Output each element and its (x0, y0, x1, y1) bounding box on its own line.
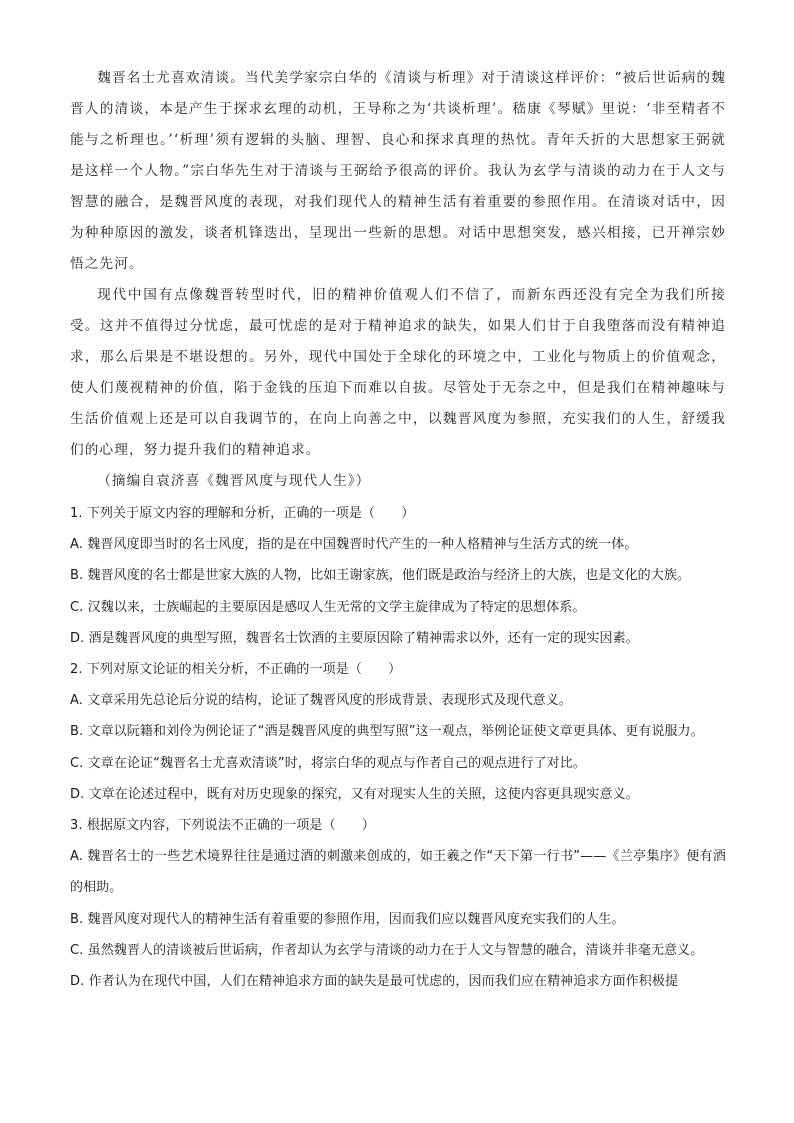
option-d: D. 酒是魏晋风度的典型写照，魏晋名士饮酒的主要原因除了精神需求以外，还有一定的现实因素。 (70, 630, 639, 646)
question-2 (70, 654, 726, 810)
question-list (70, 498, 726, 997)
reading-passage (70, 63, 726, 497)
option-a: A. 魏晋名士的一些艺术境界往往是通过酒的刺激来创成的，如王羲之作“天下第一行书”——《兰亭集序》便有酒的相助。 (70, 849, 726, 896)
option-d: D. 作者认为在现代中国，人们在精神追求方面的缺失是最可忧虑的，因而我们应在精神追求方面作积极提 (70, 974, 679, 990)
option-c: C. 虽然魏晋人的清谈被后世诟病，作者却认为玄学与清谈的动力在于人文与智慧的融合，清谈并非毫无意义。 (70, 942, 704, 958)
option-a: A. 文章采用先总论后分说的结构，论证了魏晋风度的形成背景、表现形式及现代意义。 (70, 693, 572, 709)
option-c: C. 汉魏以来，士族崛起的主要原因是感叹人生无常的文学主旋律成为了特定的思想体系。 (70, 599, 586, 615)
option-b: B. 文章以阮籍和刘伶为例论证了“酒是魏晋风度的典型写照”这一观点，举例论证使文章更具体、更有说服力。 (70, 724, 704, 740)
question-stem: 3. 根据原文内容，下列说法不正确的一项是（ ） (70, 818, 376, 834)
option-c: C. 文章在论证“魏晋名士尤喜欢清谈”时，将宗白华的观点与作者自己的观点进行了对比。 (70, 755, 587, 771)
option-b: B. 魏晋风度对现代人的精神生活有着重要的参照作用，因而我们应以魏晋风度充实我们的人生。 (70, 911, 625, 927)
document-page (70, 63, 726, 997)
passage-paragraph-2: 现代中国有点像魏晋转型时代，旧的精神价值观人们不信了，而新东西还没有完全为我们所接受。这并不值得过分忧虑，最可忧虑的是对于精神追求的缺失，如果人们甘于自我堕落而没有精神追求，那么后果是不堪设想的。另外，现代中国处于全球化的环境之中，工业化与物质上的价值观念，使人们蔑视精神的价值，陷于金钱的压迫下而难以自拔。尽管处于无奈之中，但是我们在精神趣味与生活价值观上还是可以自我调节的，在向上向善之中，以魏晋风度为参照，充实我们的人生，舒缓我们的心理，努力提升我们的精神追求。 (70, 287, 726, 458)
passage-paragraph-1: 魏晋名士尤喜欢清谈。当代美学家宗白华的《清谈与析理》对于清谈这样评价：“被后世诟病的魏晋人的清谈，本是产生于探求玄理的动机，王导称之为‘共谈析理’。嵇康《琴赋》里说：‘非至精者不能与之析理也。’‘析理’须有逻辑的头脑、理智、良心和探求真理的热忱。青年夭折的大思想家王弼就是这样一个人物。”宗白华先生对于清谈与王弼给予很高的评价。我认为玄学与清谈的动力在于人文与智慧的融合，是魏晋风度的表现，对我们现代人的精神生活有着重要的参照作用。在清谈对话中，因为种种原因的激发，谈者机锋迭出，呈现出一些新的思想。对话中思想突发，感兴相接，已开禅宗妙悟之先河。 (70, 70, 726, 272)
option-d: D. 文章在论述过程中，既有对历史现象的探究，又有对现实人生的关照，这使内容更具现实意义。 (70, 786, 639, 802)
question-3 (70, 810, 726, 997)
question-1 (70, 498, 726, 654)
passage-source: （摘编自袁济喜《魏晋风度与现代人生》） (97, 473, 371, 489)
option-b: B. 魏晋风度的名士都是世家大族的人物，比如王谢家族，他们既是政治与经济上的大族，也是文化的大族。 (70, 568, 691, 584)
question-stem: 1. 下列关于原文内容的理解和分析，正确的一项是（ ） (70, 506, 415, 521)
option-a: A. 魏晋风度即当时的名士风度，指的是在中国魏晋时代产生的一种人格精神与生活方式的统一体。 (70, 537, 638, 553)
question-stem: 2. 下列对原文论证的相关分析，不正确的一项是（ ） (70, 662, 402, 678)
